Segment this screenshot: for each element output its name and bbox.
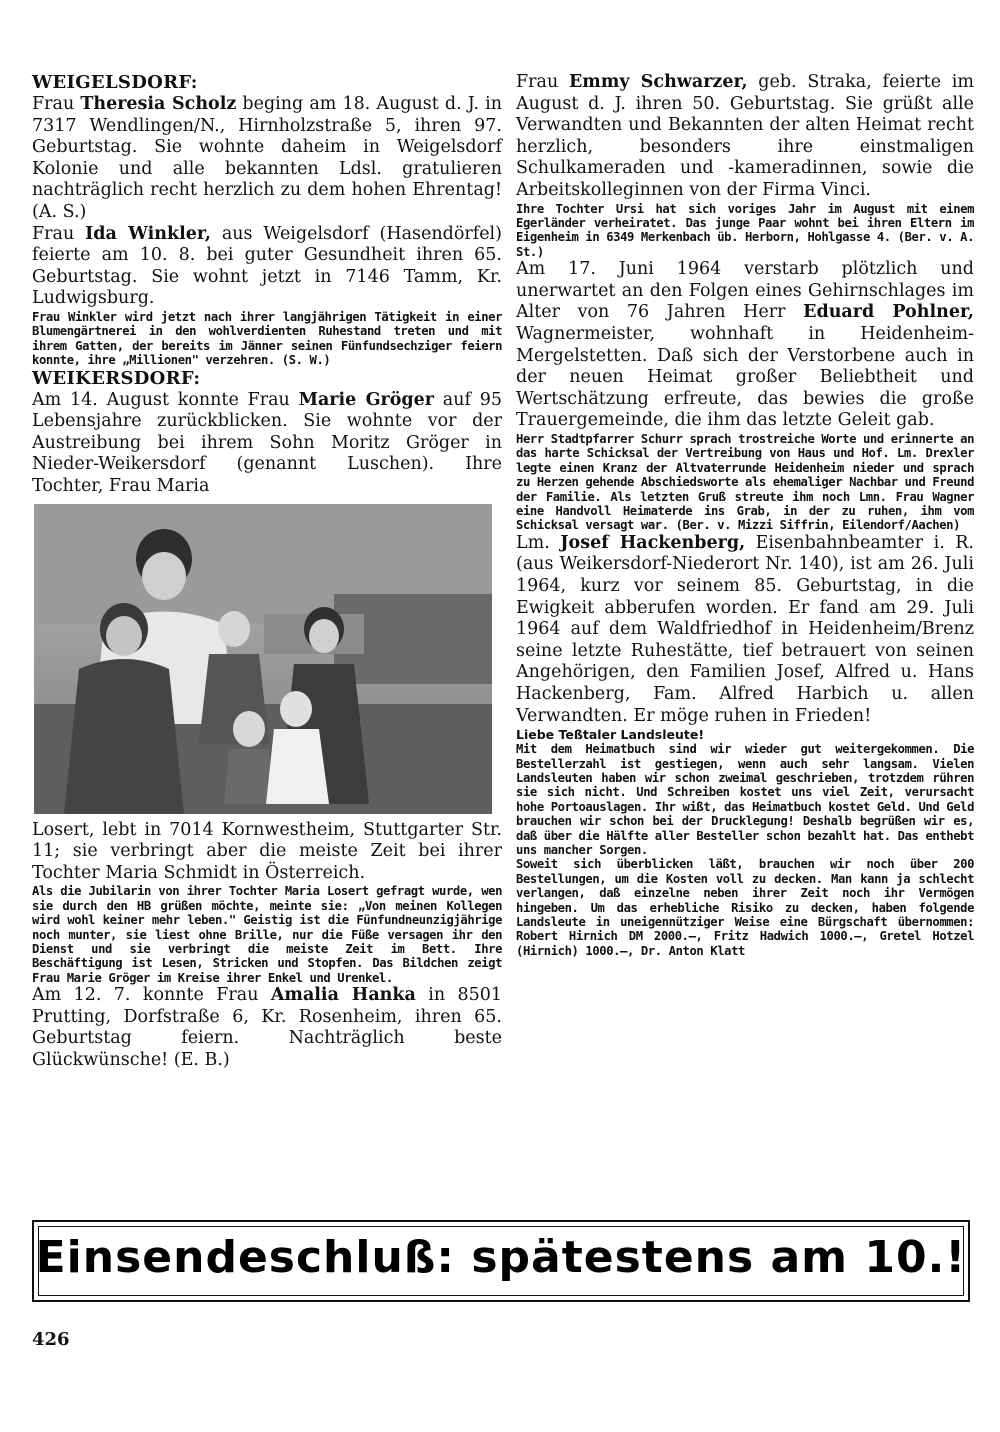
article-josef-hackenberg: Lm. Josef Hackenberg, Eisenbahnbeamter i. R. (aus Weikersdorf-Niederort Nr. 140), ist am 26. Juli 1964, kurz vor seinem 85. Geburtstag, in die Ewigkeit abberufen worden. Er fand am 29. Juli 1964 auf dem Waldfriedhof in Heidenheim/Brenz seine letzte Ruhestätte, tief betrauert von seinen Angehörigen, den Familien Josef, Alfred u. Hans Hackenberg, Fam. Alfred Harbich u. allen Verwandten. Er möge ruhen in Frieden! [516, 532, 974, 726]
left-column [32, 72, 502, 1072]
article-ida-winkler: Frau Ida Winkler, aus Weigelsdorf (Hasendörfel) feierte am 10. 8. bei guter Gesundheit ihren 65. Geburtstag. Sie wohnt jetzt in 7146 Tamm, Kr. Ludwigsburg. [32, 223, 502, 309]
right-column [516, 72, 974, 958]
page-number: 426 [32, 1329, 70, 1350]
article-emmy-schwarzer: Frau Emmy Schwarzer, geb. Straka, feierte im August d. J. ihren 50. Geburtstag. Sie grüßt alle Verwandten und Bekannten der alten Heimat recht herzlich, besonders ihre einstmaligen Schulkameraden und -kameradinnen, sowie die Arbeitskolleginnen von der Firma Vinci. [516, 72, 975, 200]
article-marie-groeger-continued: Losert, lebt in 7014 Kornwestheim, Stuttgarter Str. 11; sie verbringt aber die meiste Zeit bei ihrer Tochter Maria Schmidt in Österreich. [32, 819, 502, 883]
article-amalia-hanka: Am 12. 7. konnte Frau Amalia Hanka in 8501 Prutting, Dorfstraße 6, Kr. Rosenheim, ihren 65. Geburtstag feiern. Nachträglich beste Glückwünsche! (E. B.) [32, 985, 502, 1070]
article-marie-groeger: Am 14. August konnte Frau Marie Gröger auf 95 Lebensjahre zurückblicken. Sie wohnte vor der Austreibung bei ihrem Sohn Moritz Gröger in Nieder-Weikersdorf (genannt Luschen). Ihre Tochter, Frau Maria [32, 389, 502, 496]
article-eduard-pohlner: Am 17. Juni 1964 verstarb plötzlich und unerwartet an den Folgen eines Gehirnschlages im Alter von 76 Jahren Herr Eduard Pohlner, Wagnermeister, wohnhaft in Heidenheim-Mergelstetten. Daß sich der Verstorbene auch in der neuen Heimat großer Beliebtheit und Wertschätzung erfreute, das bewies die große Trauergemeinde, die ihm das letzte Geleit gab. [516, 259, 974, 431]
article-theresia-scholz: Frau Theresia Scholz beging am 18. August d. J. in 7317 Wendlingen/N., Hirnholzstraße 5, ihren 97. Geburtstag. Sie wohnte daheim in Weigelsdorf Kolonie und alle bekannten Ldsl. gratulieren nachträglich recht herzlich zu dem hohen Ehrentag! (A. S.) [32, 94, 502, 222]
deadline-banner-text: Einsendeschluß: spätestens am 10.! [35, 1232, 967, 1283]
article-funeral-note: Herr Stadtpfarrer Schurr sprach trostreiche Worte und erinnerte an das harte Schicksal der Vertreibung von Haus und Hof. Lm. Drexler legte einen Kranz der Altvaterrunde Heidenheim nieder und sprach zu Herzen gehende Abschiedsworte als ehemaliger Nachbar und Freund der Familie. Als letzten Gruß streute ihm noch Lmn. Frau Wagner eine Handvoll Heimaterde ins Grab, in der zu ruhen, ihm vom Schicksal versagt war. (Ber. v. Mizzi Siffrin, Eilendorf/Aachen) [516, 431, 974, 533]
article-groeger-note: Als die Jubilarin von ihrer Tochter Maria Losert gefragt wurde, wen sie durch den HB grüßen möchte, meinte sie: „Von meinen Kollegen wird wohl keiner mehr leben." Geistig ist die Fünfundneunzigjährige noch munter, sie liest ohne Brille, nur die Füße versagen ihr den Dienst und sie verbringt die meiste Zeit im Bett. Ihre Beschäftigung ist Lesen, Stricken und Stopfen. Das Bildchen zeigt Frau Marie Gröger im Kreise ihrer Enkel und Urenkel. [32, 884, 502, 985]
section-heading-weikersdorf: WEIKERSDORF: [32, 367, 201, 389]
deadline-banner [32, 1220, 970, 1302]
notice-heimatbuch: Mit dem Heimatbuch sind wir wieder gut weitergekommen. Die Bestellerzahl ist gestiegen, wenn auch sehr langsam. Vielen Landsleuten haben wir schon zweimal geschrieben, trotzdem rühren sie sich nicht. Und Schreiben kostet uns viel Zeit, verursacht hohe Portoauslagen. Ihr wißt, das Heimatbuch kostet Geld. Und Geld brauchen wir schon bei der Drucklegung! Deshalb begrüßen wir es, daß über die Hälfte aller Besteller schon bezahlt hat. Das enthebt uns mancher Sorgen. [516, 742, 974, 857]
notice-buergschaft: Soweit sich überblicken läßt, brauchen wir noch über 200 Bestellungen, um die Kosten voll zu decken. Man kann ja schlecht verlangen, daß einzelne neben ihrer Zeit noch ihr Vermögen hingeben. Um das erhebliche Risiko zu decken, haben folgende Landsleute in uneigennütziger Weise eine Bürgschaft übernommen: Robert Hirnich DM 2000.—, Fritz Hadwich 1000.—, Gretel Hotzel (Hirnich) 1000.—, Dr. Anton Klatt [516, 857, 974, 958]
family-photo-graphic [34, 504, 492, 814]
family-photo [34, 504, 492, 814]
article-ursi-note: Ihre Tochter Ursi hat sich voriges Jahr im August mit einem Egerländer verheiratet. Das junge Paar wohnt bei ihren Eltern im Eigenheim in 6349 Merkenbach üb. Herborn, Hohlgasse 4. (Ber. v. A. St.) [516, 201, 974, 259]
article-winkler-note: Frau Winkler wird jetzt nach ihrer langjährigen Tätigkeit in einer Blumengärtnerei in den wohlverdienten Ruhestand treten und mit ihrem Gatten, der bereits im Jänner seinen Fünfundsechziger feiern konnte, ihre „Millionen" verzehren. (S. W.) [32, 309, 502, 368]
notice-title: Liebe Teßtaler Landsleute! [516, 727, 705, 743]
section-heading-weigelsdorf: WEIGELSDORF: [32, 72, 198, 93]
